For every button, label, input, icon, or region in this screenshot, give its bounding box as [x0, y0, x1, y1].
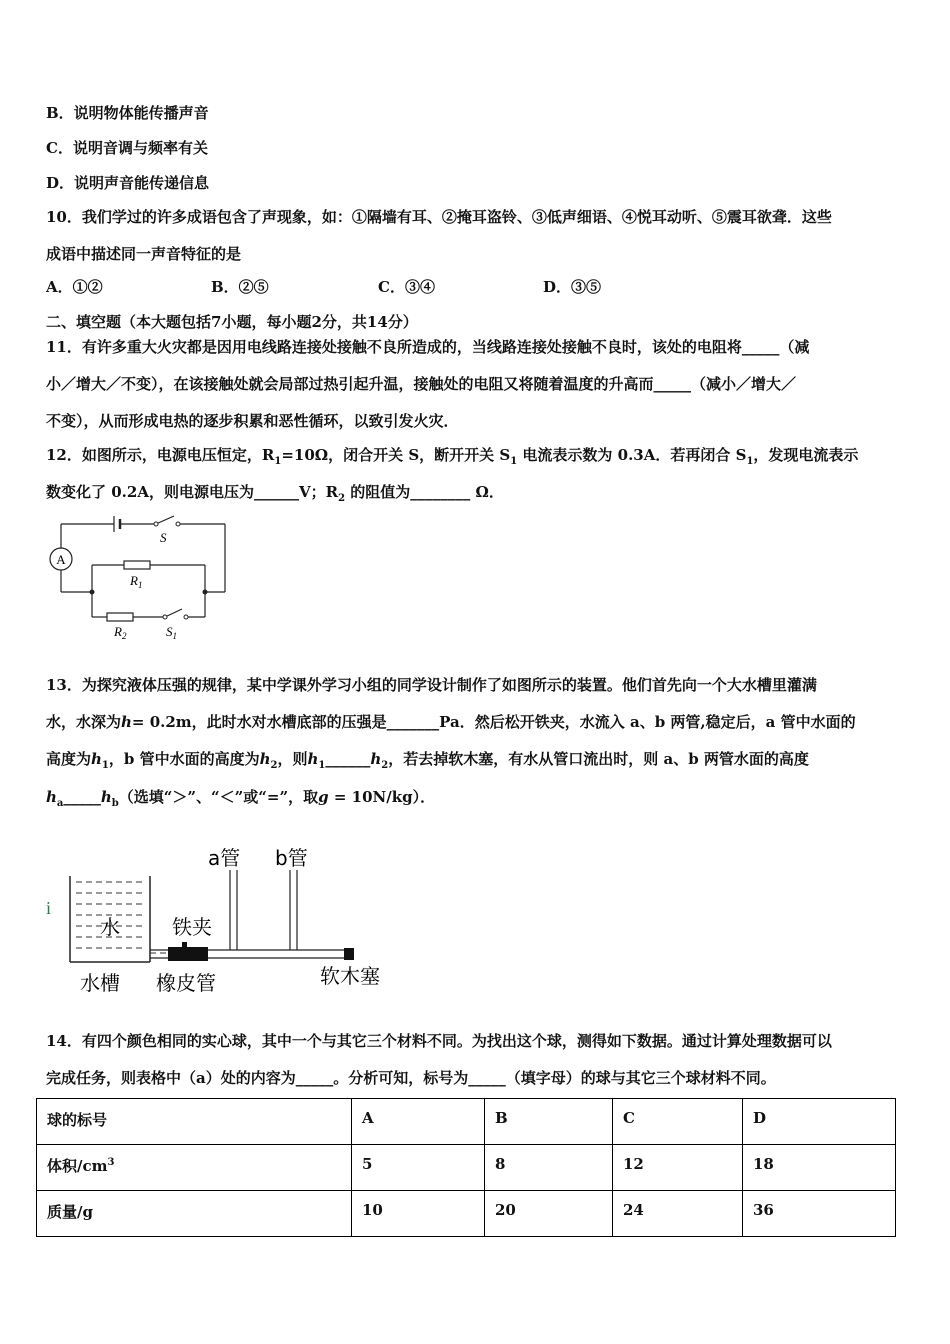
switch-s1-pivot [163, 615, 167, 619]
cork [344, 948, 354, 960]
q9-option-b: B．说明物体能传播声音 [46, 104, 209, 122]
table-cell: 8 [485, 1145, 613, 1191]
table-cell: 36 [743, 1191, 896, 1237]
q9-option-c: C．说明音调与频率有关 [46, 139, 208, 157]
q10-option-c: C．③④ [378, 278, 435, 296]
junction-right [203, 590, 208, 595]
q12-line1: 12．如图所示，电源电压恒定，$R_1=10\Omega$，闭合开关 S，断开开关 $S_1$ 电流表示数为 0.3A．若再闭合 $S_1$，发现电流表示 [46, 446, 859, 467]
cork-label: 软木塞 [320, 964, 380, 988]
q9-option-d: D．说明声音能传递信息 [46, 174, 210, 192]
data-table [36, 1098, 896, 1237]
r1-label: $R_1$ [130, 573, 143, 590]
table-cell: 20 [485, 1191, 613, 1237]
tank-label: 水槽 [80, 971, 120, 995]
clip-label: 铁夹 [172, 915, 212, 939]
switch-s-label: S [160, 530, 167, 545]
q13-line1: 13．为探究液体压强的规律，某中学课外学习小组的同学设计制作了如图所示的装置。他们首先向一个大水槽里灌满 [46, 676, 817, 694]
section-heading: 二、填空题（本大题包括7小题，每小题2分，共14分） [46, 313, 418, 331]
tube-b [290, 870, 297, 950]
table-header-cell: 球的标号 [37, 1099, 352, 1145]
table-cell: 12 [613, 1145, 743, 1191]
tube-a-label: a管 [208, 846, 241, 870]
table-header-cell: C [613, 1099, 743, 1145]
q10-stem-line2: 成语中描述同一声音特征的是 [46, 245, 242, 263]
water-label: 水 [100, 915, 120, 939]
q10-stem-line1: 10．我们学过的许多成语包含了声现象，如：①隔墙有耳、②掩耳盗铃、③低声细语、④悦耳动听、⑤震耳欲聋．这些 [46, 208, 832, 226]
iron-clip [182, 942, 187, 948]
q11-line2: 小／增大／不变），在该接触处就会局部过热引起升温，接触处的电阻又将随着温度的升高而_____（减小／增大／ [46, 375, 797, 393]
rubber-tube [168, 947, 208, 961]
battery [114, 516, 120, 532]
table-row [37, 1191, 896, 1237]
switch-s-pivot [154, 522, 158, 526]
table-cell: 5 [352, 1145, 485, 1191]
table-cell-label: 质量/g [37, 1191, 352, 1237]
table-cell: 18 [743, 1145, 896, 1191]
table-row [37, 1099, 896, 1145]
r2-label: $R_2$ [114, 624, 127, 641]
rubber-tube-label: 橡皮管 [156, 971, 216, 995]
tube-b-label: b管 [275, 846, 308, 870]
q10-option-b: B．②⑤ [211, 278, 269, 296]
junction-left [90, 590, 95, 595]
circuit-diagram [40, 510, 240, 645]
table-header-cell: D [743, 1099, 896, 1145]
table-cell: 10 [352, 1191, 485, 1237]
tube-a [230, 870, 237, 950]
resistor-r2 [107, 613, 133, 621]
table-row [37, 1145, 896, 1191]
ammeter-label: A [56, 552, 66, 567]
table-header-cell: B [485, 1099, 613, 1145]
q10-option-a: A．①② [46, 278, 103, 296]
table-cell-label: 体积$/cm^3$ [37, 1145, 352, 1191]
q14-line2: 完成任务，则表格中（a）处的内容为_____。分析可知，标号为_____（填字母）的球与其它三个球材料不同。 [46, 1069, 776, 1087]
s1-label: $S_1$ [166, 624, 177, 641]
resistor-r1 [124, 561, 150, 569]
table-header-cell: A [352, 1099, 485, 1145]
q10-option-d: D．③⑤ [543, 278, 602, 296]
margin-mark: i [46, 898, 52, 918]
q11-line1: 11．有许多重大火灾都是因用电线路连接处接触不良所造成的，当线路连接处接触不良时，该处的电阻将_____（减 [46, 338, 810, 356]
q13-line4: $h_a\_\_\_\_\_h_b$（选填“＞”、“＜”或“=”，取g = 10N/kg）． [46, 788, 436, 809]
switch-s-contact [176, 522, 180, 526]
q13-line3: 高度为$h_1$，b 管中水面的高度为$h_2$，则$h_1\_\_\_\_\_\_h_2$，若去掉软木塞，有水从管口流出时，则 a、b 两管水面的高度 [46, 750, 809, 771]
q14-line1: 14．有四个颜色相同的实心球，其中一个与其它三个材料不同。为找出这个球，测得如下数据。通过计算处理数据可以 [46, 1032, 832, 1050]
q11-line3: 不变），从而形成电热的逐步积累和恶性循环，以致引发火灾． [46, 412, 459, 430]
table-cell: 24 [613, 1191, 743, 1237]
water-lines [76, 882, 168, 953]
switch-s1-contact [184, 615, 188, 619]
q13-line2: 水，水深为h= 0.2m，此时水对水槽底部的压强是_______Pa．然后松开铁夹，水流入 a、b 两管,稳定后，a 管中水面的 [46, 713, 856, 731]
apparatus-diagram [40, 838, 410, 1008]
q12-line2: 数变化了 0.2A，则电源电压为______V；$R_2$ 的阻值为________ Ω． [46, 483, 504, 504]
